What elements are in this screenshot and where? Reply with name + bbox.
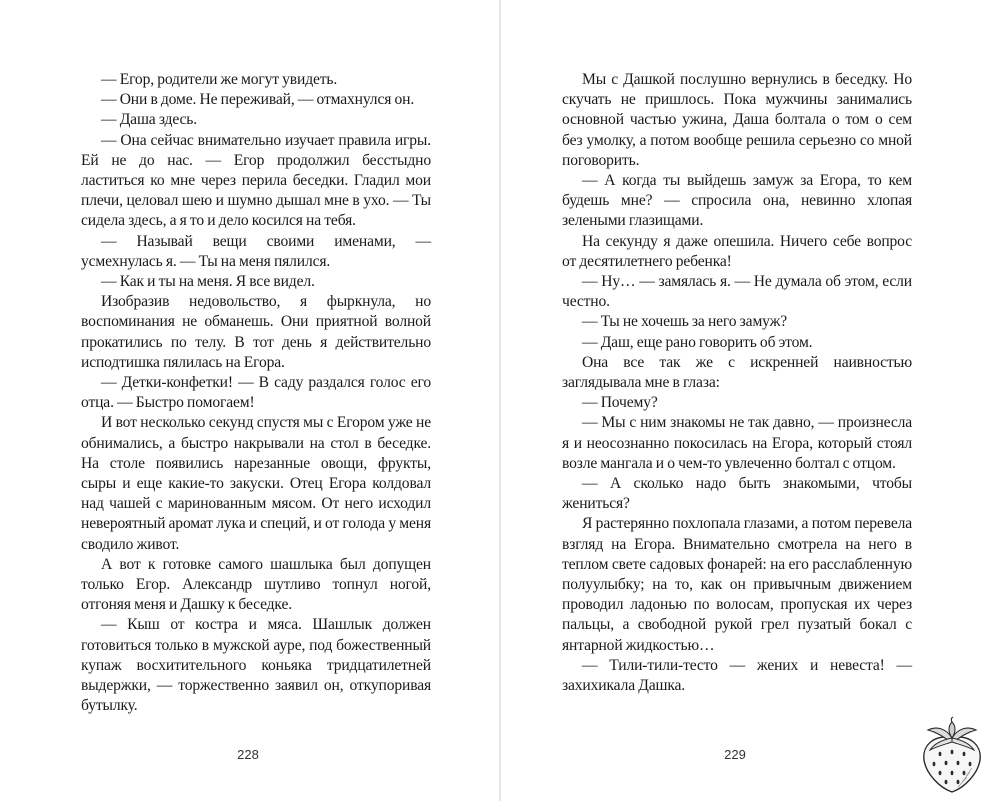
paragraph: — Они в доме. Не переживай, — отмахнулся он.	[101, 91, 415, 109]
paragraph: А вот к готовке самого шашлыка был допущен только Егор. Александр шутливо топнул ногой, отгоняя меня и Дашку к беседке.	[81, 555, 431, 614]
paragraph: — Она сейчас внимательно изучает правила игры. Ей не до нас. — Егор продолжил бесстыдно ластиться ко мне через перила беседки. Гладил мои плечи, целовал шею и шумно дышал мне в ухо. — Ты сидела здесь, а я то и дело косился на тебя.	[81, 131, 431, 230]
paragraph: Я растерянно похлопала глазами, а потом перевела взгляд на Егора. Внимательно смотрела на него в теплом свете садовых фонарей: на его расслабленную полуулыбку; на то, как он привычным движением проводил ладонью по волосам, пропуская их через пальцы, а свободной рукой грел пузатый бокал с янтарной жидкостью…	[562, 515, 912, 654]
page-number-right: 229	[724, 747, 746, 762]
paragraph: — А когда ты выйдешь замуж за Егора, то кем будешь мне? — спросила она, невинно хлопая зелеными глазищами.	[562, 172, 912, 230]
paragraph: Мы с Дашкой послушно вернулись в беседку. Но скучать не пришлось. Пока мужчины занимались основной частью ужина, Даша болтала о том о сем без умолку, а потом вообще решила серьезно со мной поговорить.	[562, 71, 912, 169]
right-page	[562, 70, 912, 696]
paragraph: Она все так же с искренней наивностью заглядывала мне в глаза:	[562, 353, 912, 392]
strawberry-icon	[918, 716, 986, 794]
paragraph: — Кыш от костра и мяса. Шашлык должен готовиться только в мужской ауре, под божественный купаж восхитительного коньяка тридцатилетней выдержки, — торжественно заявил он, откупоривая бутылку.	[81, 616, 431, 715]
paragraph: И вот несколько секунд спустя мы с Егором уже не обнимались, а быстро накрывали на стол в беседке. На столе появились нарезанные овощи, фрукты, сыры и еще какие-то закуски. Отец Егора колдовал над чашей с маринованным мясом. От него исходил невероятный аромат лука и специй, и от голода у меня сводило живот.	[81, 414, 431, 553]
paragraph: — А сколько надо быть знакомыми, чтобы жениться?	[562, 475, 912, 513]
paragraph: — Ну… — замялась я. — Не думала об этом, если честно.	[562, 273, 912, 311]
paragraph: — Мы с ним знакомы не так давно, — произнесла я и неосознанно покосилась на Егора, который стоял возле мангала и о чем-то увлеченно болтал с отцом.	[562, 414, 912, 472]
paragraph: — Егор, родители же могут увидеть.	[101, 71, 338, 88]
page-number-left: 228	[237, 747, 259, 762]
paragraph: — Почему?	[582, 394, 658, 412]
paragraph: — Как и ты на меня. Я все видел.	[101, 273, 315, 291]
paragraph: Изобразив недовольство, я фыркнула, но воспоминания не обманешь. Они приятной волной прокатились по телу. В тот день я действительно исподтишка пялилась на Егора.	[81, 293, 431, 371]
paragraph: — Детки-конфетки! — В саду раздался голос его отца. — Быстро помогаем!	[81, 374, 431, 412]
paragraph: — Даша здесь.	[101, 111, 197, 129]
paragraph: На секунду я даже опешила. Ничего себе вопрос от десятилетнего ребенка!	[562, 232, 912, 270]
paragraph: — Называй вещи своими именами, — усмехнулась я. — Ты на меня пялился.	[81, 232, 431, 270]
paragraph: — Даш, еще рано говорить об этом.	[582, 333, 813, 351]
left-page	[81, 70, 431, 717]
paragraph: — Ты не хочешь за него замуж?	[582, 313, 787, 331]
paragraph: — Тили-тили-тесто — жених и невеста! — захихикала Дашка.	[562, 656, 912, 695]
book-gutter	[499, 0, 501, 801]
